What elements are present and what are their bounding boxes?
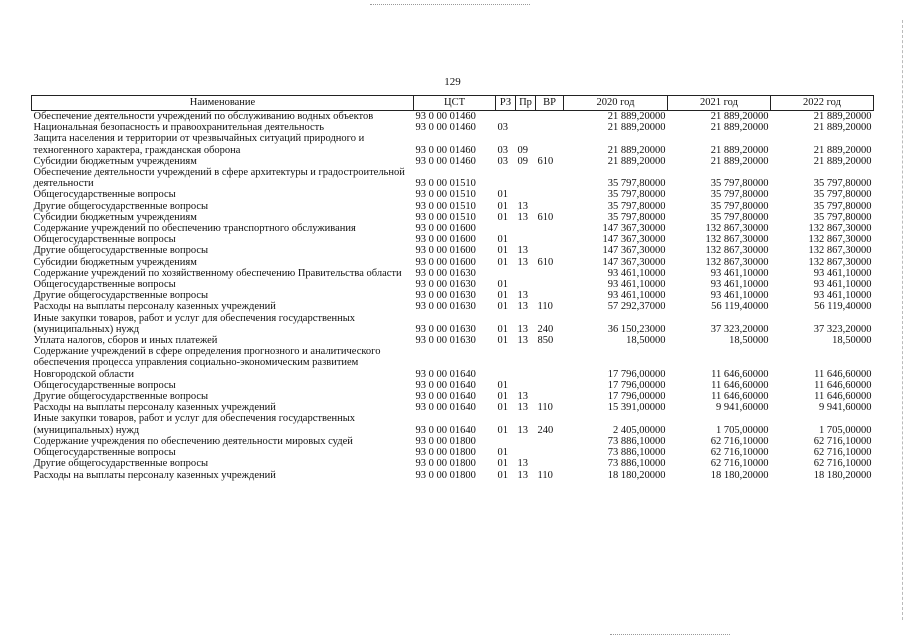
row-vr — [536, 245, 564, 256]
row-value-2022: 21 889,20000 — [813, 122, 872, 134]
row-value-2021: 62 716,10000 — [710, 447, 769, 459]
row-name: Расходы на выплаты персоналу казенных учреждений — [33, 469, 276, 481]
row-vr — [536, 436, 564, 447]
table-row — [32, 313, 874, 335]
row-cst: 93 0 00 01630 — [415, 290, 476, 302]
table-row — [32, 436, 874, 447]
row-pr: 13 — [517, 424, 528, 436]
row-value-2021: 35 797,80000 — [710, 189, 769, 201]
row-pr: 13 — [517, 256, 528, 268]
row-pr: 09 — [517, 155, 528, 167]
row-value-2022: 93 461,10000 — [813, 290, 872, 302]
row-rz: 01 — [497, 402, 508, 414]
row-value-2020: 35 797,80000 — [607, 200, 666, 212]
row-name: Содержание учреждений по обеспечению транспортного обслуживания — [33, 223, 356, 235]
row-cst: 93 0 00 01600 — [415, 223, 476, 235]
row-vr: 610 — [537, 155, 554, 167]
table-row — [32, 301, 874, 312]
row-value-2020: 17 796,00000 — [607, 379, 666, 391]
row-name: Расходы на выплаты персоналу казенных учреждений — [33, 301, 276, 313]
row-name: Национальная безопасность и правоохранительная деятельность — [33, 122, 325, 134]
row-cst: 93 0 00 01640 — [415, 424, 476, 436]
row-pr: 13 — [517, 323, 528, 335]
column-header: Наименование — [32, 96, 414, 111]
table-row — [32, 167, 874, 189]
row-name: Субсидии бюджетным учреждениям — [33, 155, 197, 167]
column-header: 2021 год — [668, 96, 771, 111]
row-value-2022: 93 461,10000 — [813, 267, 872, 279]
row-cst: 93 0 00 01800 — [415, 447, 476, 459]
row-pr: 13 — [517, 200, 528, 212]
row-name: Общегосударственные вопросы — [33, 279, 176, 291]
row-value-2020: 15 391,00000 — [607, 402, 666, 414]
table-row — [32, 402, 874, 413]
row-rz — [496, 436, 516, 447]
row-cst: 93 0 00 01630 — [415, 335, 476, 347]
row-value-2020: 2 405,00000 — [613, 424, 666, 436]
row-value-2021: 21 889,20000 — [710, 144, 769, 156]
row-value-2020: 17 796,00000 — [607, 368, 666, 380]
row-value-2022: 35 797,80000 — [813, 211, 872, 223]
row-pr: 13 — [517, 335, 528, 347]
row-vr: 110 — [537, 402, 553, 414]
page-number: 129 — [444, 76, 461, 88]
row-name: Другие общегосударственные вопросы — [33, 200, 209, 212]
row-value-2020: 73 886,10000 — [607, 435, 666, 447]
row-rz: 03 — [497, 144, 508, 156]
row-value-2021: 132 867,30000 — [705, 256, 769, 268]
row-pr — [516, 380, 536, 391]
row-rz: 01 — [497, 469, 508, 481]
row-cst: 93 0 00 01600 — [415, 234, 476, 246]
row-name: Иные закупки товаров, работ и услуг для обеспечения государственных (муниципальных) нужд — [33, 312, 356, 335]
row-pr: 13 — [517, 391, 528, 403]
row-vr: 610 — [537, 256, 554, 268]
row-name: Содержание учреждений по хозяйственному обеспечению Правительства области — [33, 267, 402, 279]
row-value-2020: 93 461,10000 — [607, 279, 666, 291]
row-rz: 01 — [497, 391, 508, 403]
row-value-2021: 132 867,30000 — [705, 245, 769, 257]
row-name: Общегосударственные вопросы — [33, 189, 176, 201]
row-vr — [536, 380, 564, 391]
row-value-2021: 21 889,20000 — [710, 111, 769, 122]
row-rz: 01 — [497, 301, 508, 313]
row-vr — [536, 201, 564, 212]
row-value-2022: 21 889,20000 — [813, 111, 872, 122]
row-vr: 240 — [537, 323, 554, 335]
row-vr: 850 — [537, 335, 554, 347]
row-value-2022: 132 867,30000 — [808, 234, 872, 246]
column-header: ВР — [536, 96, 564, 111]
row-pr — [516, 111, 536, 123]
table-row — [32, 156, 874, 167]
row-pr — [516, 223, 536, 234]
table-row — [32, 257, 874, 268]
row-rz: 01 — [497, 256, 508, 268]
row-value-2022: 132 867,30000 — [808, 245, 872, 257]
row-value-2020: 18,50000 — [626, 335, 666, 347]
row-name: Содержание учреждений в сфере определения прогнозного и аналитического обеспечения процесса управления социально-экономическим развитием Новгородской области — [33, 346, 381, 380]
row-rz — [496, 167, 516, 189]
row-cst: 93 0 00 01800 — [415, 469, 476, 481]
table-row — [32, 458, 874, 469]
row-cst: 93 0 00 01600 — [415, 245, 476, 257]
row-value-2021: 132 867,30000 — [705, 234, 769, 246]
scan-artifact-edge — [900, 20, 903, 620]
row-value-2021: 18 180,20000 — [710, 469, 769, 481]
row-pr: 09 — [517, 144, 528, 156]
row-value-2022: 35 797,80000 — [813, 189, 872, 201]
row-pr: 13 — [517, 458, 528, 470]
row-value-2021: 93 461,10000 — [710, 267, 769, 279]
row-cst: 93 0 00 01460 — [415, 144, 476, 156]
row-vr — [536, 189, 564, 200]
row-value-2020: 147 367,30000 — [602, 256, 666, 268]
table-row — [32, 447, 874, 458]
table-row — [32, 380, 874, 391]
row-vr — [536, 223, 564, 234]
column-header: ЦСТ — [414, 96, 496, 111]
row-value-2022: 18 180,20000 — [813, 469, 872, 481]
row-value-2022: 62 716,10000 — [813, 447, 872, 459]
row-rz: 03 — [497, 122, 508, 134]
row-value-2022: 11 646,60000 — [814, 379, 872, 391]
table-row — [32, 201, 874, 212]
row-vr: 240 — [537, 424, 554, 436]
row-name: Общегосударственные вопросы — [33, 234, 176, 246]
table-header-row — [32, 96, 874, 111]
row-value-2020: 21 889,20000 — [607, 144, 666, 156]
row-name: Защита населения и территории от чрезвычайных ситуаций природного и техногенного характера, гражданская оборона — [33, 133, 365, 156]
row-vr — [536, 167, 564, 189]
row-cst: 93 0 00 01630 — [415, 267, 476, 279]
row-pr: 13 — [517, 402, 528, 414]
row-cst: 93 0 00 01460 — [415, 111, 476, 122]
row-rz: 01 — [497, 245, 508, 257]
row-value-2022: 1 705,00000 — [819, 424, 872, 436]
row-value-2022: 56 119,40000 — [814, 301, 872, 313]
row-pr — [516, 346, 536, 380]
row-cst: 93 0 00 01640 — [415, 379, 476, 391]
row-vr — [536, 133, 564, 155]
row-value-2022: 21 889,20000 — [813, 155, 872, 167]
row-cst: 93 0 00 01600 — [415, 256, 476, 268]
row-name: Обеспечение деятельности учреждений по обслуживанию водных объектов — [33, 111, 374, 122]
row-cst: 93 0 00 01510 — [415, 211, 476, 223]
row-name: Другие общегосударственные вопросы — [33, 245, 209, 257]
table-row — [32, 391, 874, 402]
row-value-2021: 56 119,40000 — [711, 301, 769, 313]
row-value-2022: 132 867,30000 — [808, 223, 872, 235]
row-value-2020: 21 889,20000 — [607, 155, 666, 167]
row-pr — [516, 268, 536, 279]
row-rz: 01 — [497, 279, 508, 291]
row-value-2021: 62 716,10000 — [710, 435, 769, 447]
row-value-2020: 36 150,23000 — [607, 323, 666, 335]
row-value-2020: 17 796,00000 — [607, 391, 666, 403]
column-header: 2020 год — [564, 96, 668, 111]
row-value-2021: 93 461,10000 — [710, 290, 769, 302]
table-row — [32, 234, 874, 245]
row-name: Другие общегосударственные вопросы — [33, 290, 209, 302]
row-value-2022: 9 941,60000 — [819, 402, 872, 414]
row-pr — [516, 234, 536, 245]
row-value-2021: 62 716,10000 — [710, 458, 769, 470]
table-row — [32, 223, 874, 234]
row-value-2020: 35 797,80000 — [607, 211, 666, 223]
row-value-2022: 11 646,60000 — [814, 368, 872, 380]
row-value-2022: 62 716,10000 — [813, 458, 872, 470]
row-value-2022: 37 323,20000 — [813, 323, 872, 335]
table-row — [32, 189, 874, 200]
row-value-2020: 35 797,80000 — [607, 178, 666, 190]
row-cst: 93 0 00 01640 — [415, 402, 476, 414]
row-value-2020: 73 886,10000 — [607, 447, 666, 459]
row-pr — [516, 122, 536, 133]
row-pr: 13 — [517, 301, 528, 313]
row-pr: 13 — [517, 245, 528, 257]
row-value-2020: 147 367,30000 — [602, 234, 666, 246]
row-name: Содержание учреждения по обеспечению деятельности мировых судей — [33, 435, 353, 447]
row-cst: 93 0 00 01510 — [415, 200, 476, 212]
row-value-2021: 21 889,20000 — [710, 122, 769, 134]
row-value-2020: 93 461,10000 — [607, 267, 666, 279]
row-name: Субсидии бюджетным учреждениям — [33, 211, 197, 223]
row-rz: 01 — [497, 458, 508, 470]
column-header: Пр — [516, 96, 536, 111]
row-vr — [536, 290, 564, 301]
row-pr: 13 — [517, 290, 528, 302]
row-vr — [536, 234, 564, 245]
row-vr — [536, 279, 564, 290]
row-value-2021: 11 646,60000 — [711, 368, 769, 380]
row-value-2021: 1 705,00000 — [716, 424, 769, 436]
row-value-2021: 35 797,80000 — [710, 178, 769, 190]
row-value-2021: 18,50000 — [729, 335, 769, 347]
row-value-2021: 21 889,20000 — [710, 155, 769, 167]
row-vr — [536, 122, 564, 133]
row-value-2021: 132 867,30000 — [705, 223, 769, 235]
row-rz — [496, 268, 516, 279]
row-rz: 01 — [497, 211, 508, 223]
column-header: РЗ — [496, 96, 516, 111]
row-cst: 93 0 00 01800 — [415, 458, 476, 470]
table-row — [32, 279, 874, 290]
table-body — [32, 111, 874, 481]
row-cst: 93 0 00 01640 — [415, 368, 476, 380]
table-row — [32, 245, 874, 256]
row-cst: 93 0 00 01460 — [415, 155, 476, 167]
row-value-2021: 11 646,60000 — [711, 379, 769, 391]
row-value-2020: 21 889,20000 — [607, 111, 666, 122]
row-rz — [496, 223, 516, 234]
row-name: Обеспечение деятельности учреждений в сфере архитектуры и градостроительной деятельности — [33, 167, 405, 190]
table-row — [32, 122, 874, 133]
row-cst: 93 0 00 01640 — [415, 391, 476, 403]
row-name: Общегосударственные вопросы — [33, 447, 176, 459]
row-rz: 01 — [497, 200, 508, 212]
row-value-2021: 11 646,60000 — [711, 391, 769, 403]
row-vr — [536, 391, 564, 402]
row-vr: 610 — [537, 211, 554, 223]
row-value-2021: 9 941,60000 — [716, 402, 769, 414]
row-cst: 93 0 00 01630 — [415, 301, 476, 313]
row-rz: 01 — [497, 290, 508, 302]
row-rz: 03 — [497, 155, 508, 167]
row-rz: 01 — [497, 234, 508, 246]
row-vr — [536, 447, 564, 458]
row-pr — [516, 189, 536, 200]
row-vr: 110 — [537, 469, 553, 481]
row-rz: 01 — [497, 323, 508, 335]
table-row — [32, 212, 874, 223]
row-rz — [496, 346, 516, 380]
row-cst: 93 0 00 01630 — [415, 279, 476, 291]
row-name: Уплата налогов, сборов и иных платежей — [33, 335, 218, 347]
row-name: Общегосударственные вопросы — [33, 379, 176, 391]
row-name: Расходы на выплаты персоналу казенных учреждений — [33, 402, 276, 414]
row-name: Другие общегосударственные вопросы — [33, 391, 209, 403]
row-rz: 01 — [497, 379, 508, 391]
table-row — [32, 268, 874, 279]
row-value-2022: 11 646,60000 — [814, 391, 872, 403]
table-row — [32, 133, 874, 155]
row-value-2020: 147 367,30000 — [602, 245, 666, 257]
row-vr: 110 — [537, 301, 553, 313]
scan-artifact-bottom — [610, 634, 730, 637]
budget-table — [31, 95, 874, 481]
row-value-2020: 73 886,10000 — [607, 458, 666, 470]
column-header: 2022 год — [771, 96, 874, 111]
row-name: Другие общегосударственные вопросы — [33, 458, 209, 470]
row-value-2020: 21 889,20000 — [607, 122, 666, 134]
row-vr — [536, 268, 564, 279]
row-value-2021: 37 323,20000 — [710, 323, 769, 335]
row-pr: 13 — [517, 469, 528, 481]
table-row — [32, 111, 874, 123]
row-name: Иные закупки товаров, работ и услуг для обеспечения государственных (муниципальных) нужд — [33, 413, 356, 436]
row-value-2020: 147 367,30000 — [602, 223, 666, 235]
row-pr — [516, 447, 536, 458]
row-pr — [516, 279, 536, 290]
table-row — [32, 346, 874, 380]
scan-artifact-top — [370, 4, 530, 7]
row-value-2022: 62 716,10000 — [813, 435, 872, 447]
row-value-2022: 21 889,20000 — [813, 144, 872, 156]
row-value-2022: 18,50000 — [832, 335, 872, 347]
table-row — [32, 335, 874, 346]
row-pr — [516, 167, 536, 189]
row-rz: 01 — [497, 447, 508, 459]
row-rz — [496, 111, 516, 123]
row-value-2022: 35 797,80000 — [813, 200, 872, 212]
row-value-2020: 57 292,37000 — [607, 301, 666, 313]
row-pr — [516, 436, 536, 447]
row-name: Субсидии бюджетным учреждениям — [33, 256, 197, 268]
row-pr: 13 — [517, 211, 528, 223]
row-value-2022: 35 797,80000 — [813, 178, 872, 190]
table-row — [32, 290, 874, 301]
row-cst: 93 0 00 01510 — [415, 178, 476, 190]
row-value-2022: 132 867,30000 — [808, 256, 872, 268]
row-value-2020: 35 797,80000 — [607, 189, 666, 201]
row-rz: 01 — [497, 335, 508, 347]
row-value-2022: 93 461,10000 — [813, 279, 872, 291]
row-value-2021: 93 461,10000 — [710, 279, 769, 291]
row-value-2020: 93 461,10000 — [607, 290, 666, 302]
row-cst: 93 0 00 01460 — [415, 122, 476, 134]
row-cst: 93 0 00 01800 — [415, 435, 476, 447]
row-value-2021: 35 797,80000 — [710, 200, 769, 212]
row-vr — [536, 111, 564, 123]
row-rz: 01 — [497, 189, 508, 201]
row-vr — [536, 346, 564, 380]
row-vr — [536, 458, 564, 469]
row-cst: 93 0 00 01510 — [415, 189, 476, 201]
row-value-2020: 18 180,20000 — [607, 469, 666, 481]
row-rz: 01 — [497, 424, 508, 436]
table-row — [32, 413, 874, 435]
row-cst: 93 0 00 01630 — [415, 323, 476, 335]
row-value-2021: 35 797,80000 — [710, 211, 769, 223]
table-row — [32, 470, 874, 481]
